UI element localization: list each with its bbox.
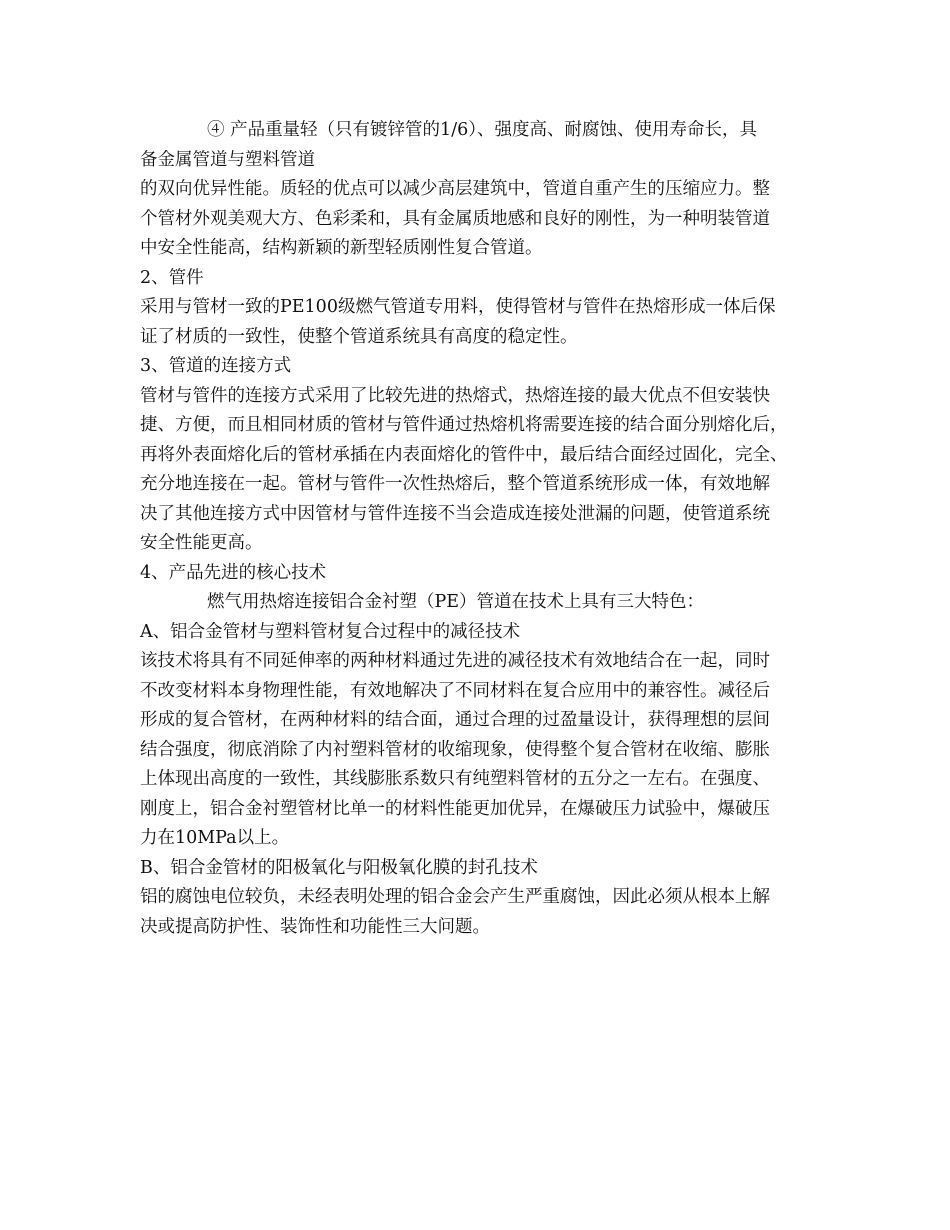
paragraph-line: 备金属管道与塑料管道 <box>140 149 315 170</box>
paragraph-line: 上体现出高度的一致性，其线膨胀系数只有纯塑料管材的五分之一左右。在强度、 <box>140 769 770 789</box>
paragraph-line: 采用与管材一致的PE100级燃气管道专用料，使得管材与管件在热熔形成一体后保 <box>140 297 776 317</box>
paragraph-line: 个管材外观美观大方、色彩柔和，具有金属质地感和良好的刚性，为一种明装管道 <box>140 208 770 229</box>
subsection-heading: A、铝合金管材与塑料管材复合过程中的减径技术 <box>140 621 521 642</box>
paragraph-line: 刚度上，铝合金衬塑管材比单一的材料性能更加优异，在爆破压力试验中，爆破压 <box>140 798 770 819</box>
paragraph-line: ④ 产品重量轻（只有镀锌管的1/6）、强度高、耐腐蚀、使用寿命长，具 <box>207 120 757 140</box>
paragraph-line: 的双向优异性能。质轻的优点可以减少高层建筑中，管道自重产生的压缩应力。整 <box>140 179 770 199</box>
document-body <box>140 116 820 942</box>
paragraph-line: 结合强度，彻底消除了内衬塑料管材的收缩现象，使得整个复合管材在收缩、膨胀 <box>140 739 770 760</box>
paragraph-line: 形成的复合管材，在两种材料的结合面，通过合理的过盈量设计，获得理想的层间 <box>140 710 770 730</box>
paragraph-line: 决或提高防护性、装饰性和功能性三大问题。 <box>140 916 490 937</box>
subsection-heading: B、铝合金管材的阳极氧化与阳极氧化膜的封孔技术 <box>140 857 538 878</box>
paragraph-line: 决了其他连接方式中因管材与管件连接不当会造成连接处泄漏的问题，使管道系统 <box>140 503 770 524</box>
paragraph-line: 力在10MPa以上。 <box>140 828 290 848</box>
paragraph-line: 捷、方便，而且相同材质的管材与管件通过热熔机将需要连接的结合面分别熔化后， <box>140 415 788 435</box>
paragraph-line: 该技术将具有不同延伸率的两种材料通过先进的减径技术有效地结合在一起，同时 <box>140 651 770 671</box>
section-heading: 2、管件 <box>140 267 204 288</box>
paragraph-line: 再将外表面熔化后的管材承插在内表面熔化的管件中，最后结合面经过固化，完全、 <box>140 444 788 465</box>
section-heading: 3、管道的连接方式 <box>140 356 292 376</box>
paragraph-line: 充分地连接在一起。管材与管件一次性热熔后，整个管道系统形成一体，有效地解 <box>140 474 770 494</box>
paragraph-line: 中安全性能高，结构新颖的新型轻质刚性复合管道。 <box>140 238 543 258</box>
paragraph-line: 安全性能更高。 <box>140 533 263 553</box>
section-heading: 4、产品先进的核心技术 <box>140 562 327 583</box>
paragraph-line: 证了材质的一致性，使整个管道系统具有高度的稳定性。 <box>140 326 578 347</box>
paragraph-line: 燃气用热熔连接铝合金衬塑（PE）管道在技术上具有三大特色： <box>207 592 705 612</box>
paragraph-line: 不改变材料本身物理性能，有效地解决了不同材料在复合应用中的兼容性。减径后 <box>140 680 770 701</box>
paragraph-line: 铝的腐蚀电位较负，未经表明处理的铝合金会产生严重腐蚀，因此必须从根本上解 <box>140 887 770 907</box>
paragraph-line: 管材与管件的连接方式采用了比较先进的热熔式，热熔连接的最大优点不但安装快 <box>140 385 770 406</box>
